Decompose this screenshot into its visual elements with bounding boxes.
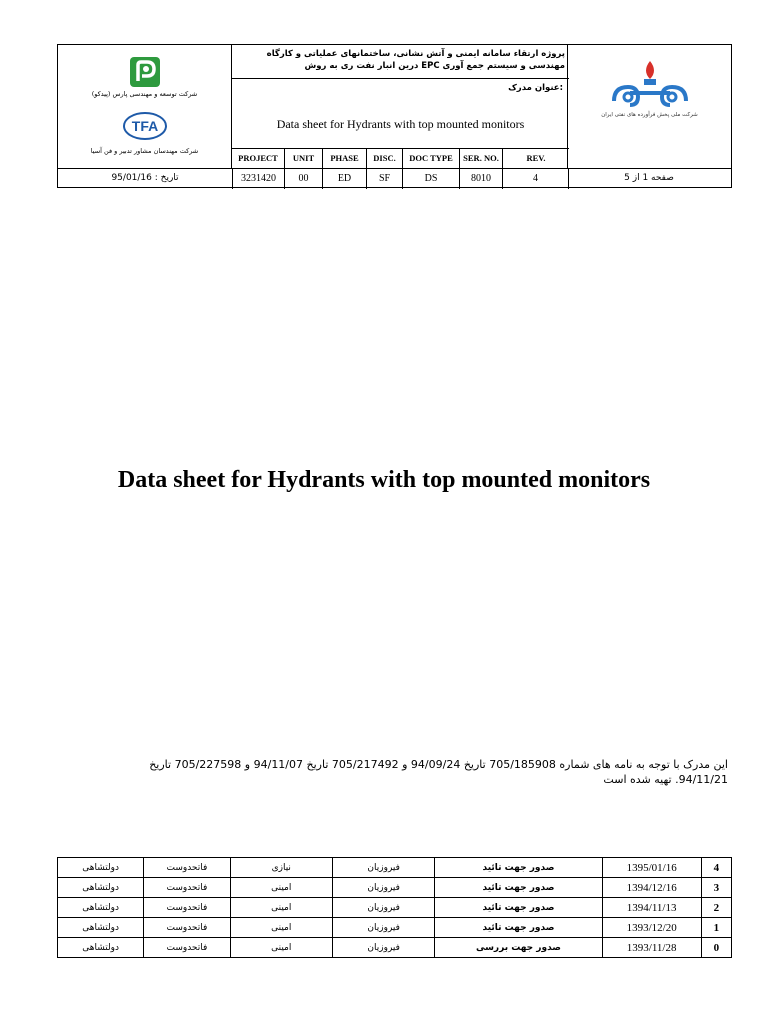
nioc-logo-icon — [608, 57, 692, 111]
table-row — [58, 898, 732, 918]
val-rev: 4 — [503, 169, 569, 189]
main-title: Data sheet for Hydrants with top mounted monitors — [117, 467, 651, 493]
doc-code-values — [232, 169, 569, 189]
description-cell: صدور جهت تائید — [435, 898, 602, 918]
tfa-company-name: شرکت مهندسان مشاور تدبیر و فن آسیا — [90, 147, 199, 155]
description-cell: صدور جهت تائید — [435, 858, 602, 878]
prepared-cell: فیروزیان — [332, 938, 434, 958]
prepared-cell: فیروزیان — [332, 858, 434, 878]
table-row — [58, 858, 732, 878]
rev-cell: 4 — [701, 858, 731, 878]
description-cell: صدور جهت تائید — [435, 918, 602, 938]
pidec-company-name: شرکت توسعه و مهندسی پارس (پیدکو) — [91, 90, 198, 98]
contractor-logos — [58, 45, 232, 168]
doc-code-value-row — [58, 168, 731, 189]
table-row — [58, 878, 732, 898]
date-cell: 1394/11/13 — [602, 898, 701, 918]
project-title: پروژه ارتقاء سامانه ایمنی و آتش نشانی، ساختمانهای عملیاتی و کارگاه مهندسی و سیستم جمع آوری EPC درین انبار نفت ری به روش — [266, 49, 565, 71]
checked-cell: امینی — [230, 918, 332, 938]
title-divider — [232, 78, 569, 79]
doc-date: تاریخ : 95/01/16 — [111, 173, 179, 183]
doc-title: Data sheet for Hydrants with top mounted monitors — [276, 117, 525, 131]
val-ser-no: 8010 — [460, 169, 503, 189]
prepared-cell: فیروزیان — [332, 918, 434, 938]
description-cell: صدور جهت تائید — [435, 878, 602, 898]
approved1-cell: فاتحدوست — [144, 938, 230, 958]
table-row — [58, 918, 732, 938]
date-cell: 1393/12/20 — [602, 918, 701, 938]
col-doc-type: DOC TYPE — [403, 149, 460, 169]
val-disc: SF — [367, 169, 403, 189]
note-line-1: این مدرک با توجه به نامه های شماره 705/185908 تاریخ 94/09/24 و 705/217492 تاریخ 94/11/07 و 705/227598 تاریخ — [149, 758, 728, 771]
col-rev: REV. — [526, 153, 546, 163]
revision-table — [57, 857, 732, 958]
rev-cell: 3 — [701, 878, 731, 898]
prepared-cell: فیروزیان — [332, 878, 434, 898]
approved1-cell: فاتحدوست — [144, 918, 230, 938]
pidec-logo-icon — [128, 55, 162, 89]
col-disc: DISC. — [367, 149, 403, 169]
page-number: صفحه 1 از 5 — [624, 173, 674, 183]
approved2-cell: دولتشاهی — [58, 858, 144, 878]
approved2-cell: دولتشاهی — [58, 878, 144, 898]
val-phase: ED — [323, 169, 367, 189]
rev-cell: 0 — [701, 938, 731, 958]
approved1-cell: فاتحدوست — [144, 898, 230, 918]
description-cell: صدور جهت بررسی — [435, 938, 602, 958]
tfa-logo-icon — [122, 111, 168, 141]
doc-code-header-row — [232, 148, 569, 169]
rev-cell: 2 — [701, 898, 731, 918]
checked-cell: نیازی — [230, 858, 332, 878]
date-cell: 1395/01/16 — [602, 858, 701, 878]
val-doc-type: DS — [403, 169, 460, 189]
val-unit: 00 — [285, 169, 323, 189]
note-line-2: 94/11/21. تهیه شده است — [603, 773, 728, 786]
checked-cell: امینی — [230, 878, 332, 898]
checked-cell: امینی — [230, 938, 332, 958]
doc-title-label: :عنوان مدرک — [508, 83, 563, 93]
col-ser-no: SER. NO. — [460, 149, 503, 169]
col-unit: UNIT — [285, 149, 323, 169]
client-logo-block — [567, 45, 731, 168]
col-project: PROJECT — [232, 149, 285, 169]
tfa-logo-text: TFA — [131, 118, 159, 134]
reference-note — [100, 757, 728, 787]
date-cell: 1393/11/28 — [602, 938, 701, 958]
table-row — [58, 938, 732, 958]
nioc-company-name: شرکت ملی پخش فرآورده های نفتی ایران — [601, 112, 698, 118]
val-project: 3231420 — [232, 169, 285, 189]
checked-cell: امینی — [230, 898, 332, 918]
approved2-cell: دولتشاهی — [58, 898, 144, 918]
title-block — [232, 45, 569, 168]
approved1-cell: فاتحدوست — [144, 858, 230, 878]
approved2-cell: دولتشاهی — [58, 938, 144, 958]
date-cell: 1394/12/16 — [602, 878, 701, 898]
rev-cell: 1 — [701, 918, 731, 938]
document-header — [57, 44, 732, 188]
col-phase: PHASE — [323, 149, 367, 169]
prepared-cell: فیروزیان — [332, 898, 434, 918]
approved1-cell: فاتحدوست — [144, 878, 230, 898]
approved2-cell: دولتشاهی — [58, 918, 144, 938]
